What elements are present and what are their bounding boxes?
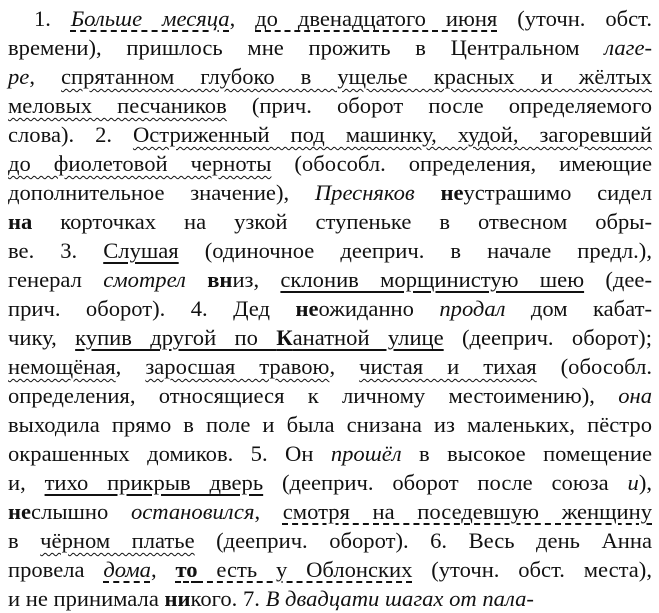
text-segment: ,	[229, 6, 256, 31]
text-line	[8, 323, 652, 352]
text-segment: провела	[8, 557, 104, 582]
text-segment: из,	[232, 267, 281, 292]
text-segment: и,	[8, 470, 45, 495]
text-segment: прич. оборот). 4. Дед	[8, 296, 296, 321]
text-segment: чику,	[8, 325, 76, 350]
underlined-phrase: заросшая травою	[145, 354, 330, 379]
text-segment: (обособл. определения, имеющие	[271, 151, 652, 176]
underlined-phrase: то	[175, 557, 198, 582]
italic-word: продал	[439, 296, 506, 321]
bold-letters: вн	[207, 267, 233, 292]
italic-word: ре	[8, 64, 30, 89]
text-segment: в высокое помещение	[401, 441, 653, 466]
text-line	[8, 468, 652, 497]
italic-word: она	[618, 383, 652, 408]
underlined-phrase: есть у Облонских	[197, 557, 413, 582]
text-line	[8, 265, 652, 294]
text-segment: ,	[29, 64, 61, 89]
text-line	[8, 33, 652, 62]
text-segment: выходила прямо в поле и была снизана из маленьких, пёстро	[8, 412, 652, 437]
bold-letters: не	[440, 180, 464, 205]
underlined-phrase: К	[276, 325, 293, 350]
text-segment: дополнительное значение),	[8, 180, 315, 205]
text-segment: слова). 2.	[8, 122, 133, 147]
underlined-phrase: смотря на поседевшую женщину	[282, 499, 653, 524]
text-segment: дом кабат-	[505, 296, 652, 321]
text-segment: (дее-	[584, 267, 652, 292]
text-segment: (дееприч. оборот после союза	[263, 470, 628, 495]
text-segment: ,	[115, 354, 146, 379]
text-segment: (уточн. обст.	[497, 6, 653, 31]
text-segment: и не принимала	[8, 586, 165, 611]
text-segment: генерал	[8, 267, 104, 292]
underlined-phrase: тихо прикрыв дверь	[44, 470, 264, 495]
text-line	[8, 207, 652, 236]
italic-word: прошёл	[330, 441, 402, 466]
italic-word: смотрел	[103, 267, 186, 292]
italic-word: лаге-	[604, 35, 652, 60]
text-segment: (дееприч. оборот). 6. Весь день Анна	[194, 528, 652, 553]
underlined-phrase: до фиолетовой черноты	[8, 151, 272, 176]
underlined-phrase: чистая и тихая	[359, 354, 537, 379]
underlined-phrase: Остриженный под машинку, худой, загоревший	[132, 122, 652, 147]
text-segment: (одиночное дееприч. в начале предл.),	[178, 238, 652, 263]
italic-word: и	[627, 470, 639, 495]
underlined-phrase: Больше месяца	[70, 6, 230, 31]
text-segment: ),	[638, 470, 652, 495]
text-segment: (обособл.	[536, 354, 653, 379]
text-segment: ве. 3.	[8, 238, 104, 263]
underlined-phrase: спрятанном глубоко в ущелье красных и жёлтых	[61, 64, 652, 89]
text-line	[8, 294, 652, 323]
text-segment: окрашенных домиков. 5. Он	[8, 441, 331, 466]
text-segment: устрашимо сидел	[463, 180, 652, 205]
text-segment: в	[8, 528, 41, 553]
text-line	[8, 91, 652, 120]
underlined-phrase: до двенадцатого июня	[255, 6, 498, 31]
text-line	[8, 352, 652, 381]
text-line	[8, 236, 652, 265]
bold-letters: на	[8, 209, 33, 234]
text-segment: ,	[329, 354, 360, 379]
text-segment: ,	[254, 499, 283, 524]
text-segment: ,	[150, 557, 176, 582]
text-line	[8, 149, 652, 178]
text-line	[8, 410, 652, 439]
text-line	[8, 120, 652, 149]
text-segment: ожиданно	[318, 296, 440, 321]
text-line	[8, 381, 652, 410]
text-line	[8, 584, 652, 613]
underlined-phrase: чёрном платье	[40, 528, 195, 553]
text-segment	[415, 180, 441, 205]
italic-word: Пресняков	[314, 180, 415, 205]
underlined-phrase: Слушая	[103, 238, 179, 263]
text-line	[8, 439, 652, 468]
underlined-phrase: меловых песчаников	[8, 93, 227, 118]
text-line	[8, 526, 652, 555]
underlined-phrase: дома	[103, 557, 151, 582]
text-segment: кого. 7.	[190, 586, 266, 611]
text-segment: слышно	[31, 499, 131, 524]
underlined-phrase: анатной улице	[292, 325, 444, 350]
text-segment: (прич. оборот после определяемого	[226, 93, 652, 118]
bold-letters: ни	[164, 586, 191, 611]
text-segment: корточках на узкой ступеньке в отвесном обры-	[32, 209, 652, 234]
bold-letters: не	[8, 499, 32, 524]
text-segment: (дееприч. оборот);	[443, 325, 652, 350]
text-line	[34, 4, 652, 33]
text-segment: времени), пришлось мне прожить в Центральном	[8, 35, 605, 60]
underlined-phrase: склонив морщинистую шею	[280, 267, 585, 292]
italic-word: остановился	[130, 499, 255, 524]
text-segment: (уточн. обст. места),	[412, 557, 652, 582]
italic-word: В двадцати шагах от пала-	[265, 586, 534, 611]
text-segment: 1.	[34, 6, 71, 31]
text-line	[8, 497, 652, 526]
text-segment	[186, 267, 207, 292]
underlined-phrase: купив другой по	[75, 325, 277, 350]
text-line	[8, 62, 652, 91]
text-line	[8, 555, 652, 584]
underlined-phrase: немощёная	[8, 354, 116, 379]
text-segment: определения, относящиеся к личному местоимению),	[8, 383, 619, 408]
bold-letters: не	[295, 296, 319, 321]
text-line	[8, 178, 652, 207]
